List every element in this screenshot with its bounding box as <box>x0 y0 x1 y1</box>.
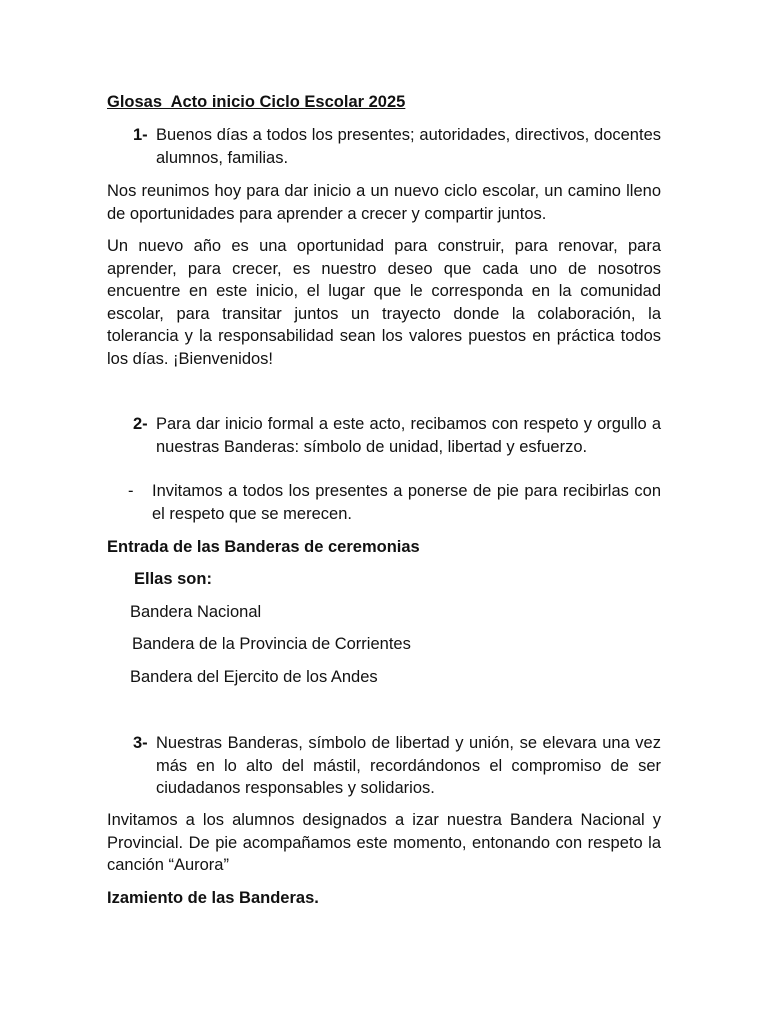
item-number: 1- <box>133 126 148 144</box>
heading-entrada: Entrada de las Banderas de ceremonias <box>107 538 420 556</box>
numbered-item-1 <box>133 124 661 169</box>
flag-item: Bandera de la Provincia de Corrientes <box>132 635 411 653</box>
heading-izamiento: Izamiento de las Banderas. <box>107 889 319 907</box>
paragraph-welcome: Un nuevo año es una oportunidad para construir, para renovar, para aprender, para crecer, es nuestro deseo que cada uno de nosotros encuentre en este inicio, el lugar que le corresponda en la comunidad escolar, para transitar juntos un trayecto donde la colaboración, la tolerancia y la responsabilidad sean los valores puestos en práctica todos los días. ¡Bienvenidos! <box>107 237 661 368</box>
dash-text: Invitamos a todos los presentes a ponerse de pie para recibirlas con el respeto que se merecen. <box>152 482 661 523</box>
heading-ellas-son: Ellas son: <box>134 570 212 588</box>
paragraph-izar: Invitamos a los alumnos designados a izar nuestra Bandera Nacional y Provincial. De pie acompañamos este momento, entonando con respeto la canción “Aurora” <box>107 811 661 874</box>
item-text: Buenos días a todos los presentes; autoridades, directivos, docentes alumnos, familias. <box>156 126 661 167</box>
dash-marker: - <box>128 482 134 500</box>
paragraph-intro: Nos reunimos hoy para dar inicio a un nuevo ciclo escolar, un camino lleno de oportunidades para aprender a crecer y compartir juntos. <box>107 182 661 223</box>
item-number: 2- <box>133 415 148 433</box>
item-number: 3- <box>133 734 148 752</box>
flag-item: Bandera del Ejercito de los Andes <box>130 668 378 686</box>
item-text: Nuestras Banderas, símbolo de libertad y unión, se elevara una vez más en lo alto del mástil, recordándonos el compromiso de ser ciudadanos responsables y solidarios. <box>156 734 661 797</box>
numbered-item-3 <box>133 732 661 800</box>
document-title: Glosas Acto inicio Ciclo Escolar 2025 <box>107 93 406 111</box>
numbered-item-2 <box>133 413 661 458</box>
item-text: Para dar inicio formal a este acto, recibamos con respeto y orgullo a nuestras Banderas: símbolo de unidad, libertad y esfuerzo. <box>156 415 661 456</box>
flag-item: Bandera Nacional <box>130 603 262 621</box>
dash-list-item <box>128 480 661 525</box>
